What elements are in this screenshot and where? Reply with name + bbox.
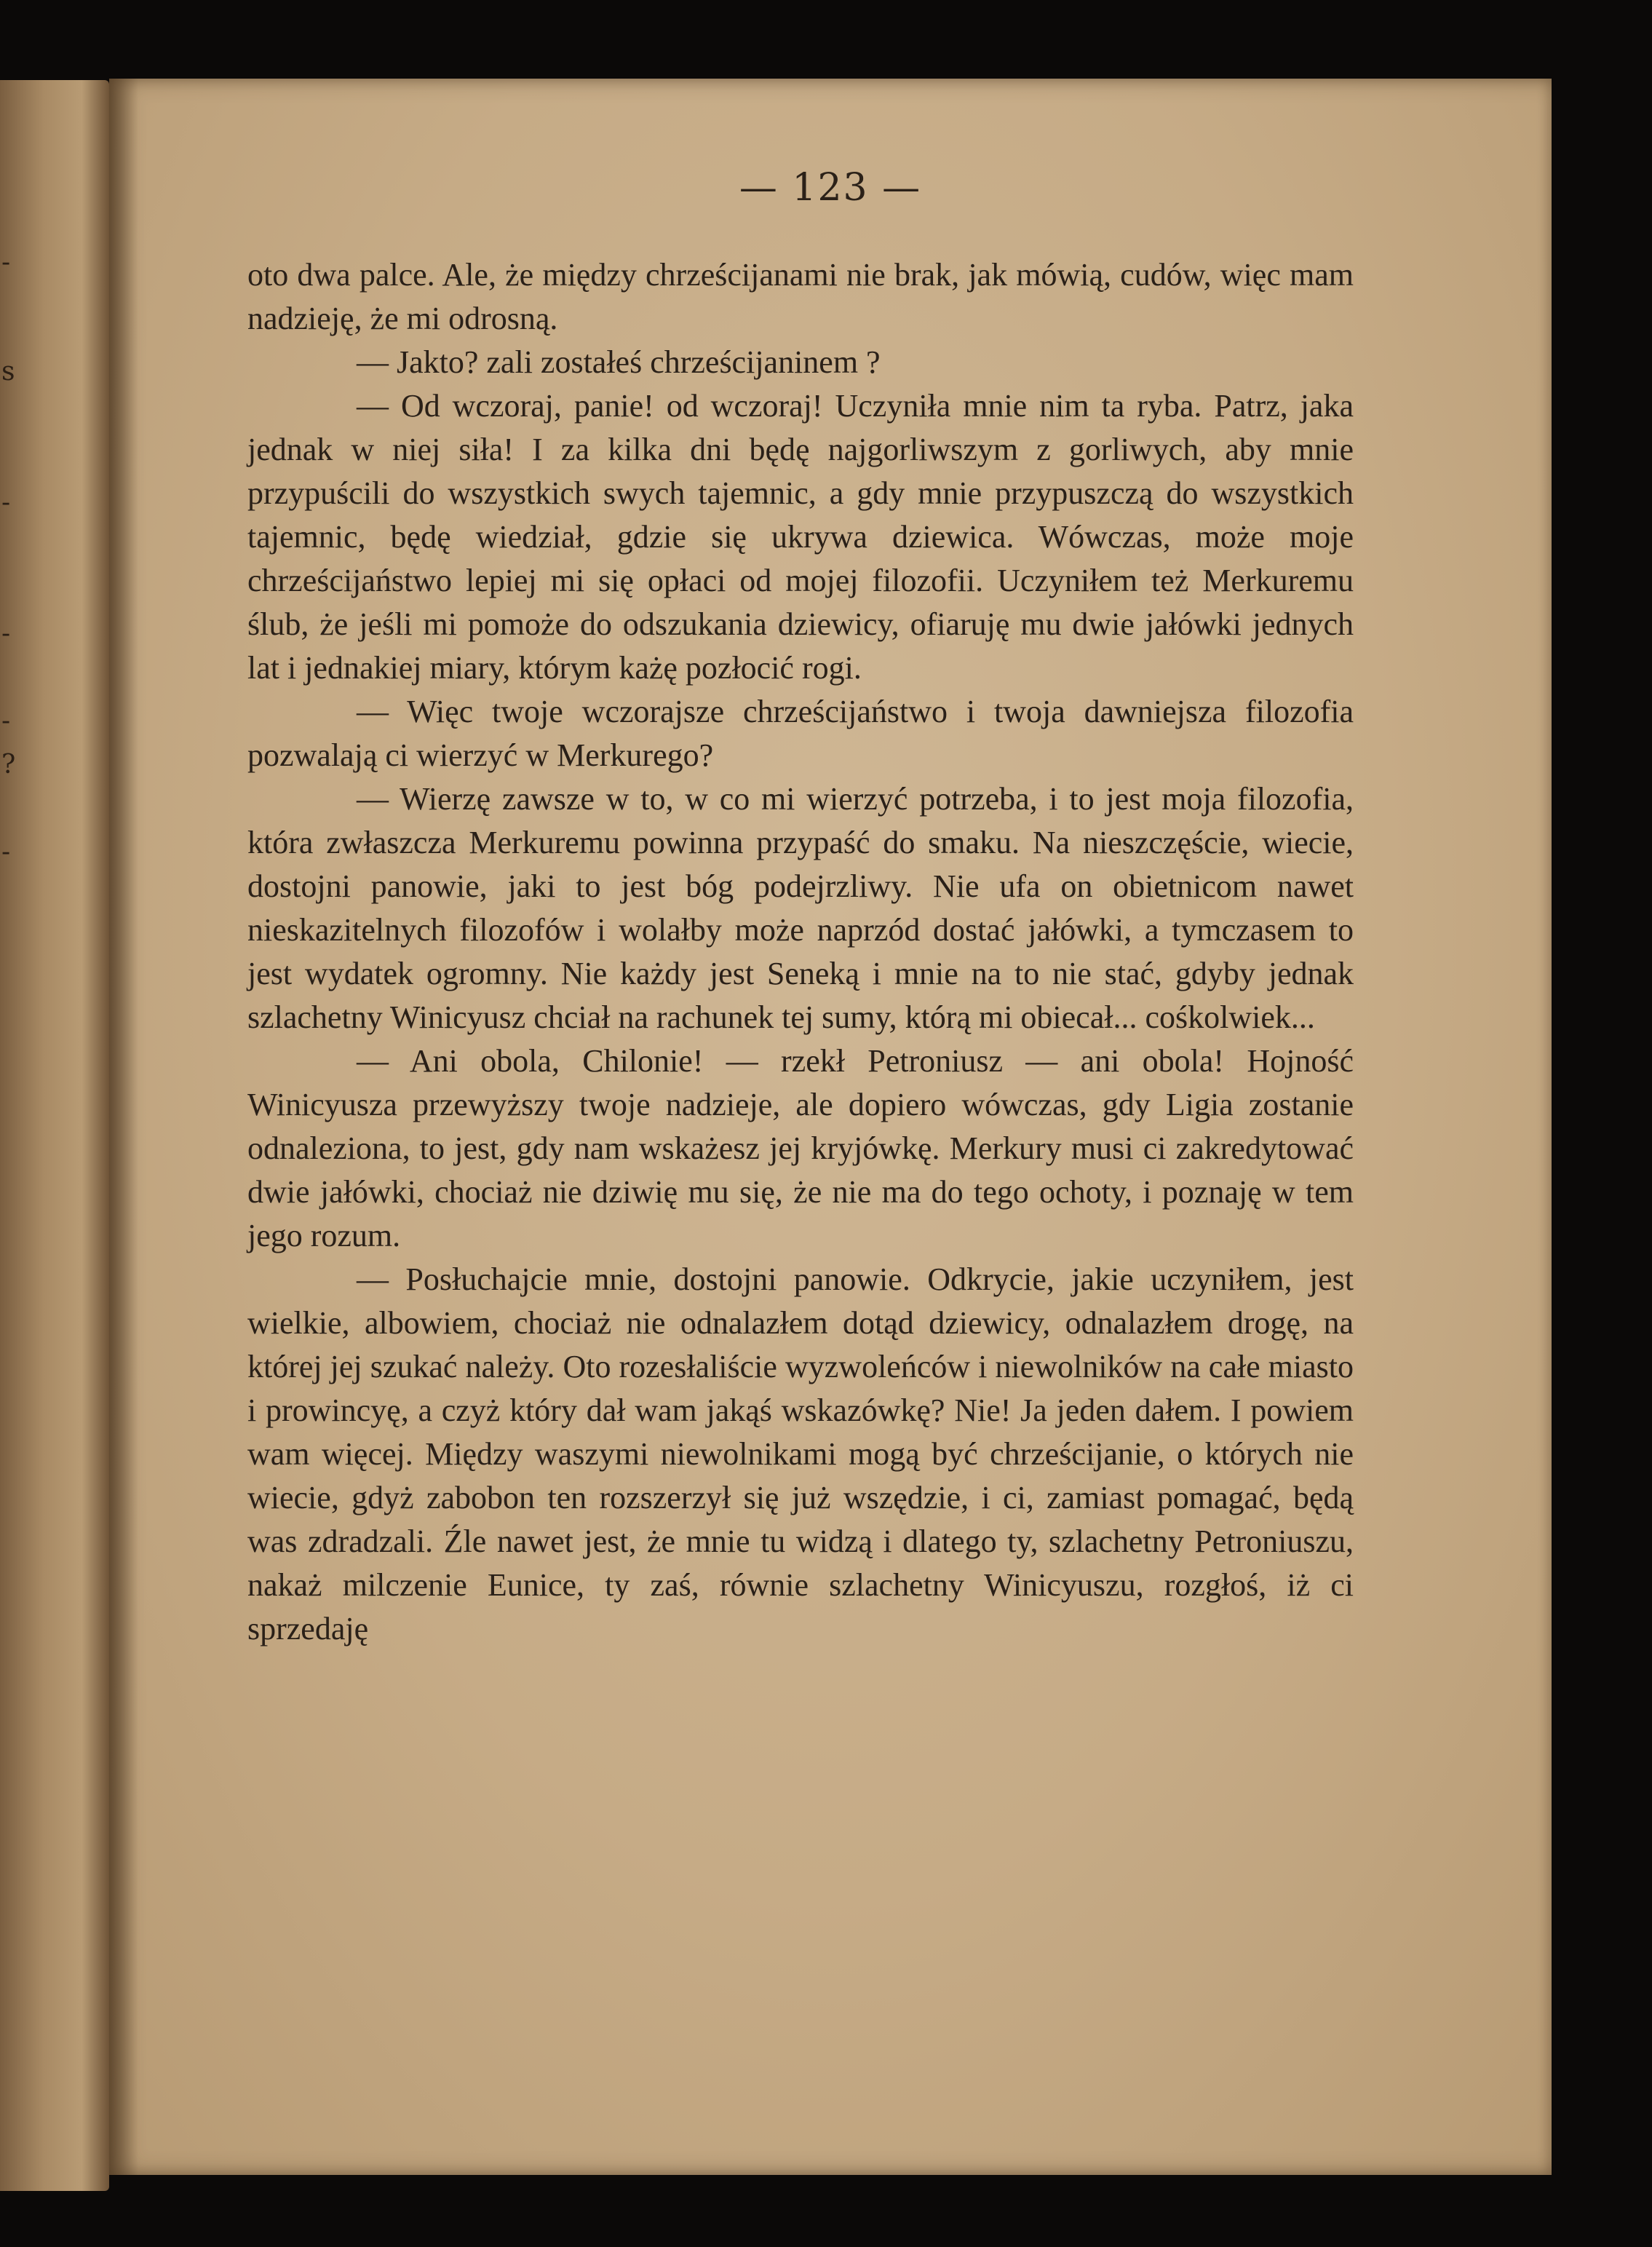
prev-mark: ? — [1, 750, 16, 780]
paragraph: oto dwa palce. Ale, że między chrześcijanami nie brak, jak mówią, cudów, więc mam nadzieję, że mi odrosną. — [247, 257, 1354, 336]
page-number: — 123 — — [739, 166, 922, 210]
book-page — [109, 79, 1552, 2175]
page-text — [247, 253, 1354, 1651]
paragraph: — Posłuchajcie mnie, dostojni panowie. Odkrycie, jakie uczyniłem, jest wielkie, albowiem, chociaż nie odnalazłem dotąd dziewicy, odnalazłem drogę, na której jej szukać należy. Oto rozesłaliście wyzwoleńców i niewolników na całe miasto i prowincyę, a czyż który dał wam jakąś wskazówkę? Nie! Ja jeden dałem. I powiem wam więcej. Między waszymi niewolnikami mogą być chrześcijanie, o których nie wiecie, gdyż zabobon ten rozszerzył się już wszędzie, i ci, zamiast pomagać, będą was zdradzali. Źle nawet jest, że mnie tu widzą i dlatego ty, szlachetny Petroniuszu, nakaż milczenie Eunice, ty zaś, równie szlachetny Winicyuszu, rozgłoś, iż ci sprzedaję — [247, 1261, 1354, 1646]
prev-mark: - — [1, 247, 11, 277]
prev-mark: - — [1, 619, 11, 649]
gutter-shadow — [109, 79, 138, 2175]
previous-page-edge — [0, 80, 109, 2191]
prev-mark: s — [1, 357, 15, 387]
paragraph: — Wierzę zawsze w to, w co mi wierzyć potrzeba, i to jest moja filozofia, która zwłaszcza Merkuremu powinna przypaść do smaku. Na nieszczęście, wiecie, dostojni panowie, jaki to jest bóg podejrzliwy. Nie ufa on obietnicom nawet nieskazitelnych filozofów i wolałby może naprzód dostać jałówki, a tymczasem to jest wydatek ogromny. Nie każdy jest Seneką i mnie na to nie stać, gdyby jednak szlachetny Winicyusz chciał na rachunek tej sumy, którą mi obiecał... cośkolwiek... — [247, 781, 1354, 1035]
previous-page-text-fragments — [0, 80, 29, 2191]
prev-mark: - — [1, 488, 11, 518]
paragraph: — Od wczoraj, panie! od wczoraj! Uczyniła mnie nim ta ryba. Patrz, jaka jednak w niej siła! I za kilka dni będę najgorliwszym z gorliwych, aby mnie przypuścili do wszystkich swych tajemnic, a gdy mnie przypuszczą do wszystkich tajemnic, będę wiedział, gdzie się ukrywa dziewica. Wówczas, może moje chrześcijaństwo lepiej mi się opłaci od mojej filozofii. Uczyniłem też Merkuremu ślub, że jeśli mi pomoże do odszukania dziewicy, ofiaruję mu dwie jałówki jednych lat i jednakiej miary, którym każę pozłocić rogi. — [247, 388, 1354, 686]
paragraph: — Jakto? zali zostałeś chrześcijaninem ? — [357, 344, 881, 380]
paragraph: — Więc twoje wczorajsze chrześcijaństwo i twoja dawniejsza filozofia pozwalają ci wierzyć w Merkurego? — [247, 694, 1354, 773]
prev-mark: - — [1, 706, 11, 736]
paragraph: — Ani obola, Chilonie! — rzekł Petroniusz — ani obola! Hojność Winicyusza przewyższy twoje nadzieje, ale dopiero wówczas, gdy Ligia zostanie odnaleziona, to jest, gdy nam wskażesz jej kryjówkę. Merkury musi ci zakredytować dwie jałówki, chociaż nie dziwię mu się, że nie ma do tego ochoty, i poznaję w tem jego rozum. — [247, 1043, 1354, 1253]
prev-mark: - — [1, 837, 11, 867]
